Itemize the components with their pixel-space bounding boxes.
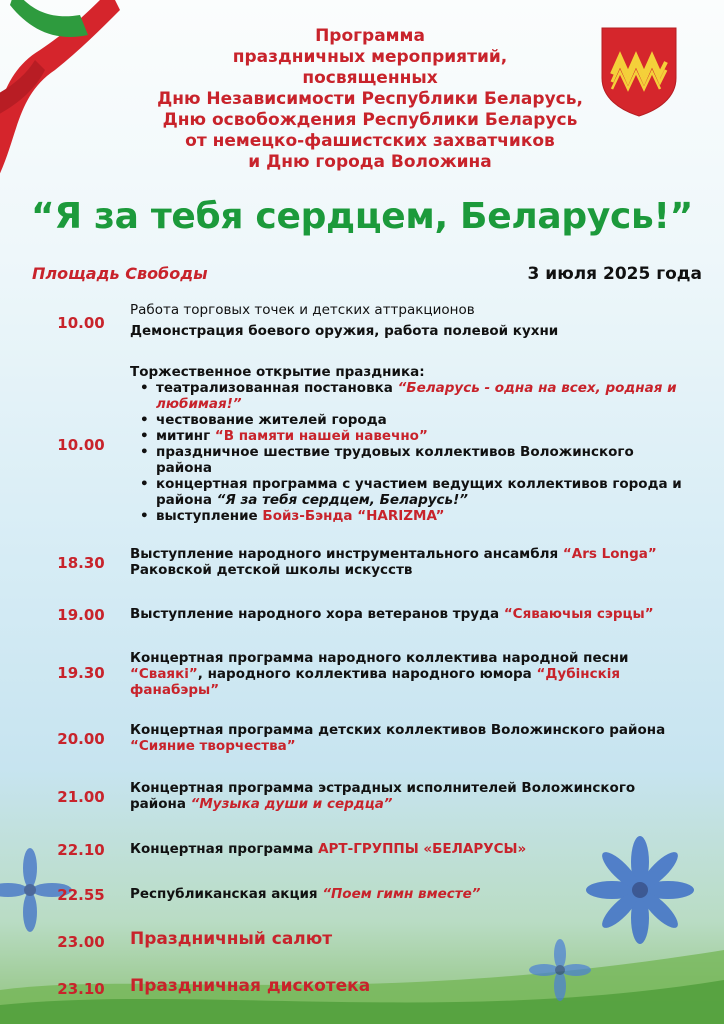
event-description (130, 722, 690, 754)
event-highlight: “Я за тебя сердцем, Беларусь!” (216, 492, 468, 508)
title-line: от немецко-фашистских захватчиков (185, 131, 555, 151)
event-time: 10.00 (57, 436, 105, 454)
event-text: выступление (156, 508, 263, 524)
event-description: Праздничная дискотека (130, 976, 371, 996)
event-text: Концертная программа эстрадных исполнителей Воложинского района (130, 780, 636, 812)
event-description (130, 780, 690, 812)
event-text: , народного коллектива народного юмора (197, 666, 537, 682)
list-item (130, 428, 690, 444)
title-line: посвященных (302, 68, 438, 88)
event-description (130, 364, 690, 524)
title-line: Дню освобождения Республики Беларусь (162, 110, 578, 130)
event-text: Республиканская акция (130, 886, 323, 902)
event-text: Концертная программа (130, 841, 319, 857)
event-text: Раковской детской школы искусств (130, 562, 413, 578)
event-time: 21.00 (57, 788, 105, 806)
event-date: 3 июля 2025 года (527, 264, 702, 284)
event-text: чествование жителей города (156, 412, 387, 428)
event-text: Концертная программа детских коллективов Воложинского района (130, 722, 666, 738)
list-item (130, 476, 690, 508)
event-highlight: Бойз-Бэнда “HARIZMA” (262, 508, 445, 524)
event-description: Праздничный салют (130, 929, 333, 949)
list-item (130, 380, 690, 412)
event-text: концертная программа с участием ведущих коллективов города и района (156, 476, 682, 508)
title-line: Дню Независимости Республики Беларусь, (157, 89, 583, 109)
event-description (130, 606, 690, 622)
list-item (130, 444, 690, 476)
event-highlight: “Ars Longa” (562, 546, 657, 562)
event-highlight: “Поем гимн вместе” (322, 886, 481, 902)
list-item (130, 508, 690, 524)
slogan: “Я за тебя сердцем, Беларусь!” (31, 196, 693, 237)
event-time: 22.55 (57, 886, 105, 904)
event-text: Выступление народного инструментального ансамбля (130, 546, 563, 562)
event-time: 20.00 (57, 730, 105, 748)
flag-ribbon-icon (0, 0, 120, 200)
event-time: 19.00 (57, 606, 105, 624)
event-time: 23.00 (57, 933, 105, 951)
event-text: Концертная программа народного коллектива народной песни (130, 650, 629, 666)
event-time: 23.10 (57, 980, 105, 998)
event-highlight: “Сваякі” (130, 666, 198, 682)
event-text: Выступление народного хора ветеранов труда (130, 606, 504, 622)
event-highlight: “Беларусь - одна на всех, родная и любимая!” (156, 380, 677, 412)
event-place: Площадь Свободы (32, 264, 208, 283)
event-text: Торжественное открытие праздника: (130, 364, 425, 380)
event-highlight: “Музыка души и сердца” (190, 796, 393, 812)
event-text: театрализованная постановка (156, 380, 398, 396)
title-line: Программа (315, 26, 425, 46)
program-title (120, 26, 620, 173)
title-line: и Дню города Воложина (248, 152, 492, 172)
event-time: 19.30 (57, 664, 105, 682)
event-description (130, 886, 690, 902)
event-highlight: “Дубінскія фанабэры” (130, 666, 621, 698)
event-description (130, 650, 690, 698)
event-text: Работа торговых точек и детских аттракционов (130, 302, 475, 318)
event-time: 22.10 (57, 841, 105, 859)
event-highlight: “В памяти нашей навечно” (214, 428, 428, 444)
event-highlight: “Сияние творчества” (130, 738, 296, 754)
event-text: Демонстрация боевого оружия, работа полевой кухни (130, 323, 559, 339)
list-item (130, 412, 690, 428)
event-text: праздничное шествие трудовых коллективов Воложинского района (156, 444, 634, 476)
event-description (130, 546, 690, 578)
title-line: праздничных мероприятий, (232, 47, 508, 67)
event-description (130, 841, 690, 857)
event-description (130, 302, 690, 339)
event-highlight: “Сяваючыя сэрцы” (503, 606, 654, 622)
event-time: 10.00 (57, 314, 105, 332)
event-time: 18.30 (57, 554, 105, 572)
event-highlight: АРТ-ГРУППЫ «БЕЛАРУСЫ» (318, 841, 527, 857)
event-text: митинг (156, 428, 215, 444)
